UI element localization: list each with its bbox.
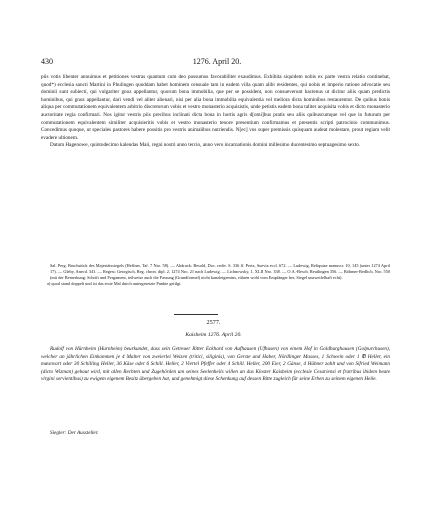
footnote: a) quod stand doppelt und ist das erste Mal durch untergesetzte Punkte getilgt.: [47, 281, 182, 287]
source-note: Sal. Perg. Bruchstück des Majestätssiegels (Heffner, Taf. 7 Nro. 58). — Abdruck: Besold, Doc. rediv. S. 336 ff. Pertz, Suevia eccl. 672. — Ludewig, Reliquiae manuscr. 10, 145 (unter 1274 April 17). — Gleby, Anecd. 341. — Regest: Georgisch, Reg. chron. dipl. 2, 1274 Nro. 21 nach Ludewig. — Lichnowsky, 1, XLII Nro. 338. — O.A.-Besch. Reutlingen 356. — Böhmer-Redlich, Nro. 550 (mit der Bemerkung: Schrift und Fergament, teilweise auch die Fassung (Grundformel) nicht kanzleigemäss, rühren wohl vom Empfänger her, Siegel unzweifelhaft echt).: [50, 263, 390, 281]
page-header: [41, 57, 393, 68]
page-number: 430: [41, 57, 53, 66]
regest: [41, 346, 390, 384]
section-divider: [174, 314, 218, 315]
source-notes: [41, 263, 390, 287]
document-number: 2577.: [206, 319, 221, 326]
sealer-note: Siegler: Der Aussteller.: [50, 430, 99, 436]
regest-text: Rudolf von Hürnheim (Hurnheim) beurkundet, dass sein Getreuer Ritter Eckhard von Aufhausen (Ufhusen) von einem Hof in Goldburghausen (Golpurchusen), welcher an jährlichen Einkommen je 4 Malter von zweierlei Weizen (tritici, siliginis), von Gerste und Haber, Nördlinger Masses, 1 Schwein oder 1 ℔ Heller, ein mæsnvart oder 30 Schilling Heller, 36 Käse oder 6 Schill. Heller, 2 Viertel Pfeffer oder 4 Schill. Heller, 200 Eier, 2 Gänse, 4 Hühner zahlt und von Sifried Weimann (dicto Wizman) gebaut wird, mit allen Rechten und Zugehörden um seines Seelenheils willen an das Kloster Kaisheim (ecclesie Cesariensi et fratribus ibidem beate virgini servientibus) zu ewigem eigenem Besitz übergeben hat, und genehmigt diese Schenkung auf dessen Bitte zugleich für seine Erben zu seinem eigenen Heile.: [41, 346, 390, 383]
charter-paragraph-1: piis votis libenter annuimus et petitiones vestras quantum cum deo possumus favorabiliter exaudimus. Exhibita siquidem nobis ex parte vestra relatio continebat, quod*) ecclesia sancti Martini in Phulingen quoddam habet hominem censuale tam in eadem villa quam alibi residentes, qui nobis et imperio ratione advocatie seu dominii sunt subiecti, qui vulgariter gnoz appellantur, quorum bona immobilia, que per se possident, non consueverunt hactenus ut dicitur aliis quam predictis hominibus, qui gnoz appellantur, dari vendi vel aliter alienari, nisi per alia bona immobilia equivalentia vel meliora dicta hominibus restaurentur. De quibus bonis aliqua per commutationem equivalentem arbitrio discretorum vobis et vestro monasterio acquisistis, unde petistis eadem bona taliter acquisita vobis et dicto monasterio auctoritate regia confirmari. Nos igitur vestris piis precibus inclinati dicta bona in hortis agris d[omi]bus pratis seu aliis quibuscumque vel que in futurum per commutationem equivalentem similiter acquisieritis vobis et vestro monasterio tenore presentium confirmamus et presentis scripti patrocinio communimus. Concedimus quoque, ut speciales pastores habere possitis pro vestris animalibus nutriendis. N[ec] vos super premissis quisquam audeat molestare, prout regiam velit evadere ultionem.: [41, 74, 390, 141]
charter-text: [41, 74, 390, 150]
charter-paragraph-2: Datum Hagenowe, quintodecimo kalendas Maii, regni nostri anno tercio, anno vero incarnationis domini millesimo ducentesimo septuagesimo sexto.: [50, 142, 361, 149]
document-dateline: Kaisheim 1276. April 20.: [185, 332, 242, 338]
running-head-date: 1276. April 20.: [192, 57, 242, 66]
